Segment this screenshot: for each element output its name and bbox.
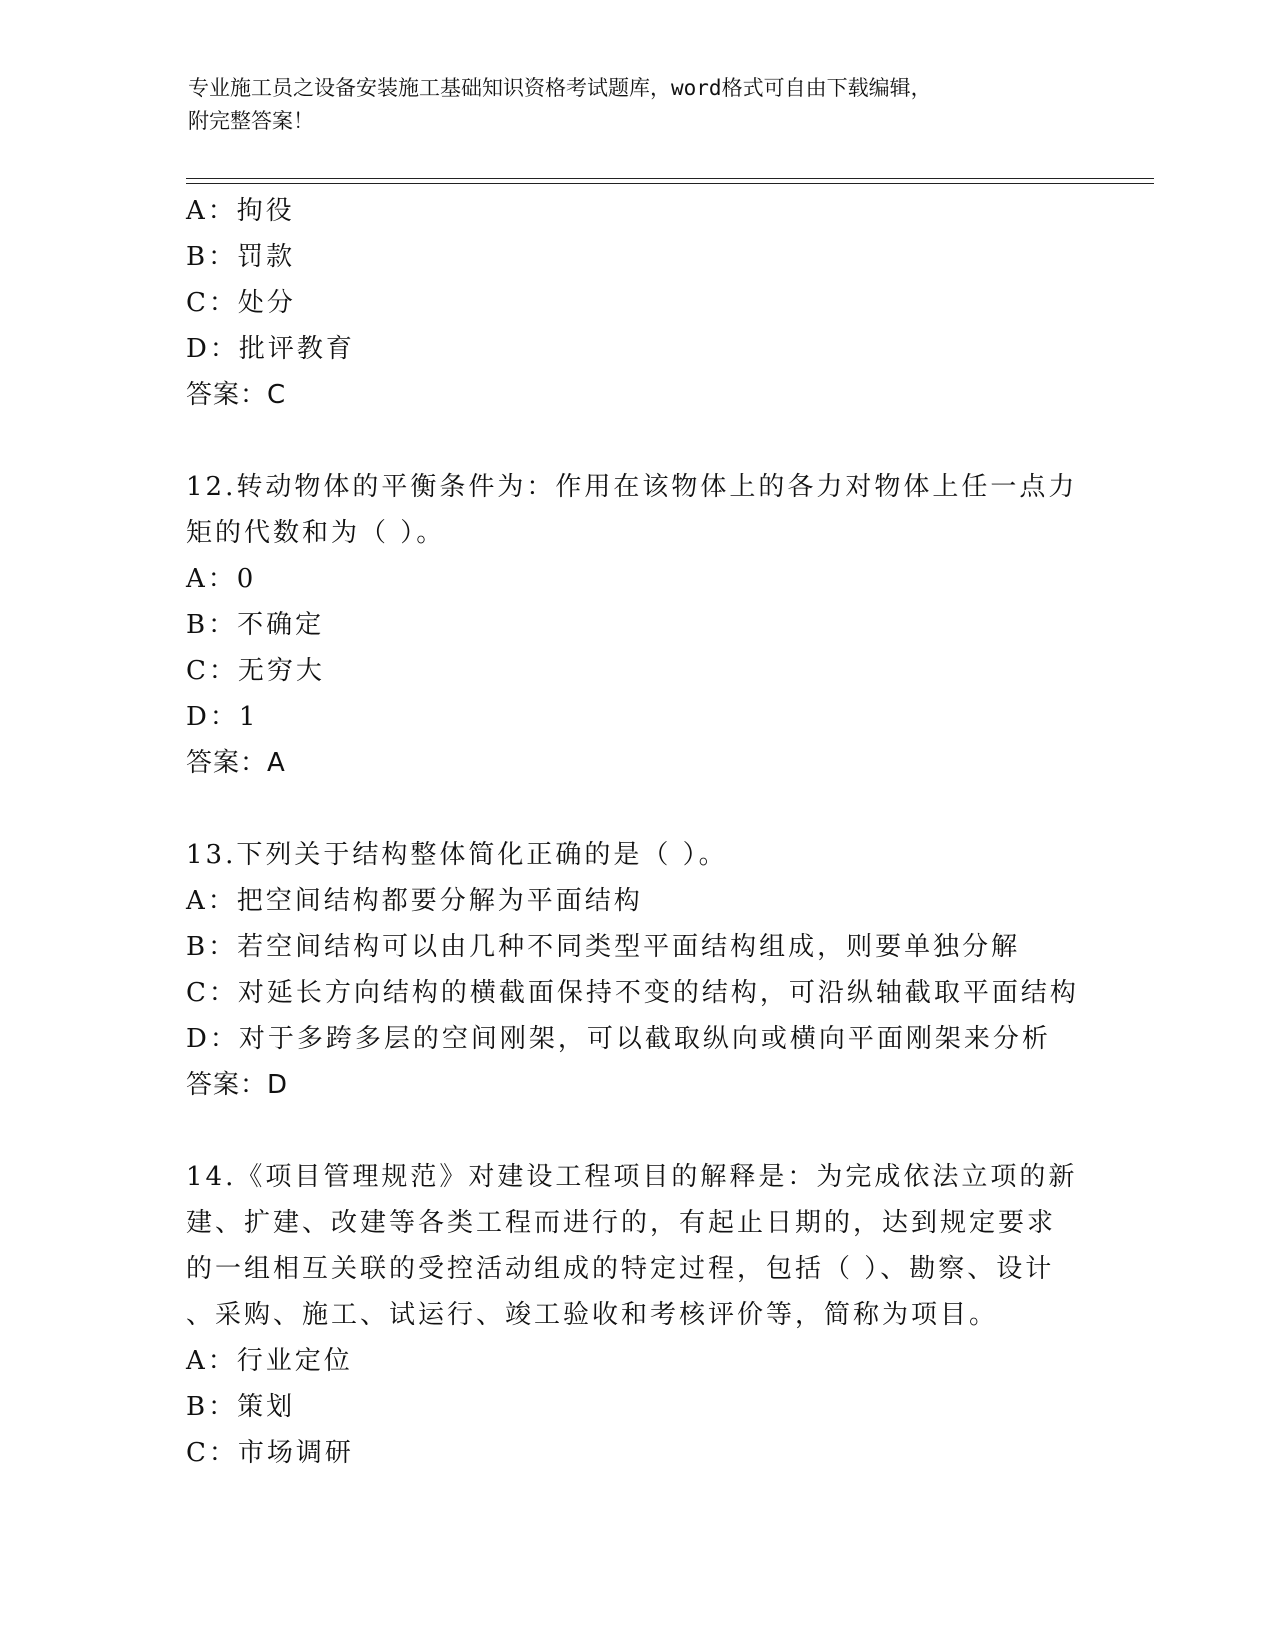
question-stem-line: 、采购、施工、试运行、竣工验收和考核评价等，简称为项目。 [186, 1300, 999, 1330]
option-c: C：对延长方向结构的横截面保持不变的结构，可沿纵轴截取平面结构 [186, 978, 1079, 1008]
spacer [186, 786, 1086, 832]
spacer [186, 1108, 1086, 1154]
option-b: B：策划 [186, 1392, 296, 1422]
question-13 [186, 832, 1086, 1108]
question-stem-line: 建、扩建、改建等各类工程而进行的，有起止日期的，达到规定要求 [186, 1208, 1057, 1238]
question-stem-line: 12.转动物体的平衡条件为：作用在该物体上的各力对物体上任一点力 [186, 472, 1078, 502]
page-header [188, 72, 1068, 138]
spacer [186, 418, 1086, 464]
option-a: A：行业定位 [186, 1346, 353, 1376]
option-c: C：处分 [186, 288, 296, 318]
question-stem-line: 14.《项目管理规范》对建设工程项目的解释是：为完成依法立项的新 [186, 1162, 1078, 1192]
answer-line: 答案：C [186, 380, 287, 410]
question-list [186, 188, 1086, 1476]
question-12 [186, 464, 1086, 786]
question-stem-line: 13.下列关于结构整体简化正确的是（ ）。 [186, 840, 728, 870]
option-a: A：把空间结构都要分解为平面结构 [186, 886, 643, 916]
header-line-2: 附完整答案！ [188, 109, 314, 133]
option-d: D：对于多跨多层的空间刚架，可以截取纵向或横向平面刚架来分析 [186, 1024, 1051, 1054]
question-14 [186, 1154, 1086, 1476]
option-c: C：无穷大 [186, 656, 325, 686]
question-stem-line: 的一组相互关联的受控活动组成的特定过程，包括（ ）、勘察、设计 [186, 1254, 1055, 1284]
question-stem-line: 矩的代数和为（ ）。 [186, 518, 446, 548]
option-a: A：0 [186, 564, 257, 594]
header-divider-bottom [186, 183, 1154, 184]
header-line-1: 专业施工员之设备安装施工基础知识资格考试题库，word格式可自由下载编辑， [188, 76, 932, 100]
option-d: D：1 [186, 702, 259, 732]
header-divider-top [186, 178, 1154, 179]
option-b: B：若空间结构可以由几种不同类型平面结构组成，则要单独分解 [186, 932, 1021, 962]
option-b: B：不确定 [186, 610, 325, 640]
question-11 [186, 188, 1086, 418]
option-a: A：拘役 [186, 196, 295, 226]
option-b: B：罚款 [186, 242, 296, 272]
answer-line: 答案：A [186, 748, 286, 778]
option-d: D：批评教育 [186, 334, 355, 364]
option-c: C：市场调研 [186, 1438, 354, 1468]
answer-line: 答案：D [186, 1070, 289, 1100]
